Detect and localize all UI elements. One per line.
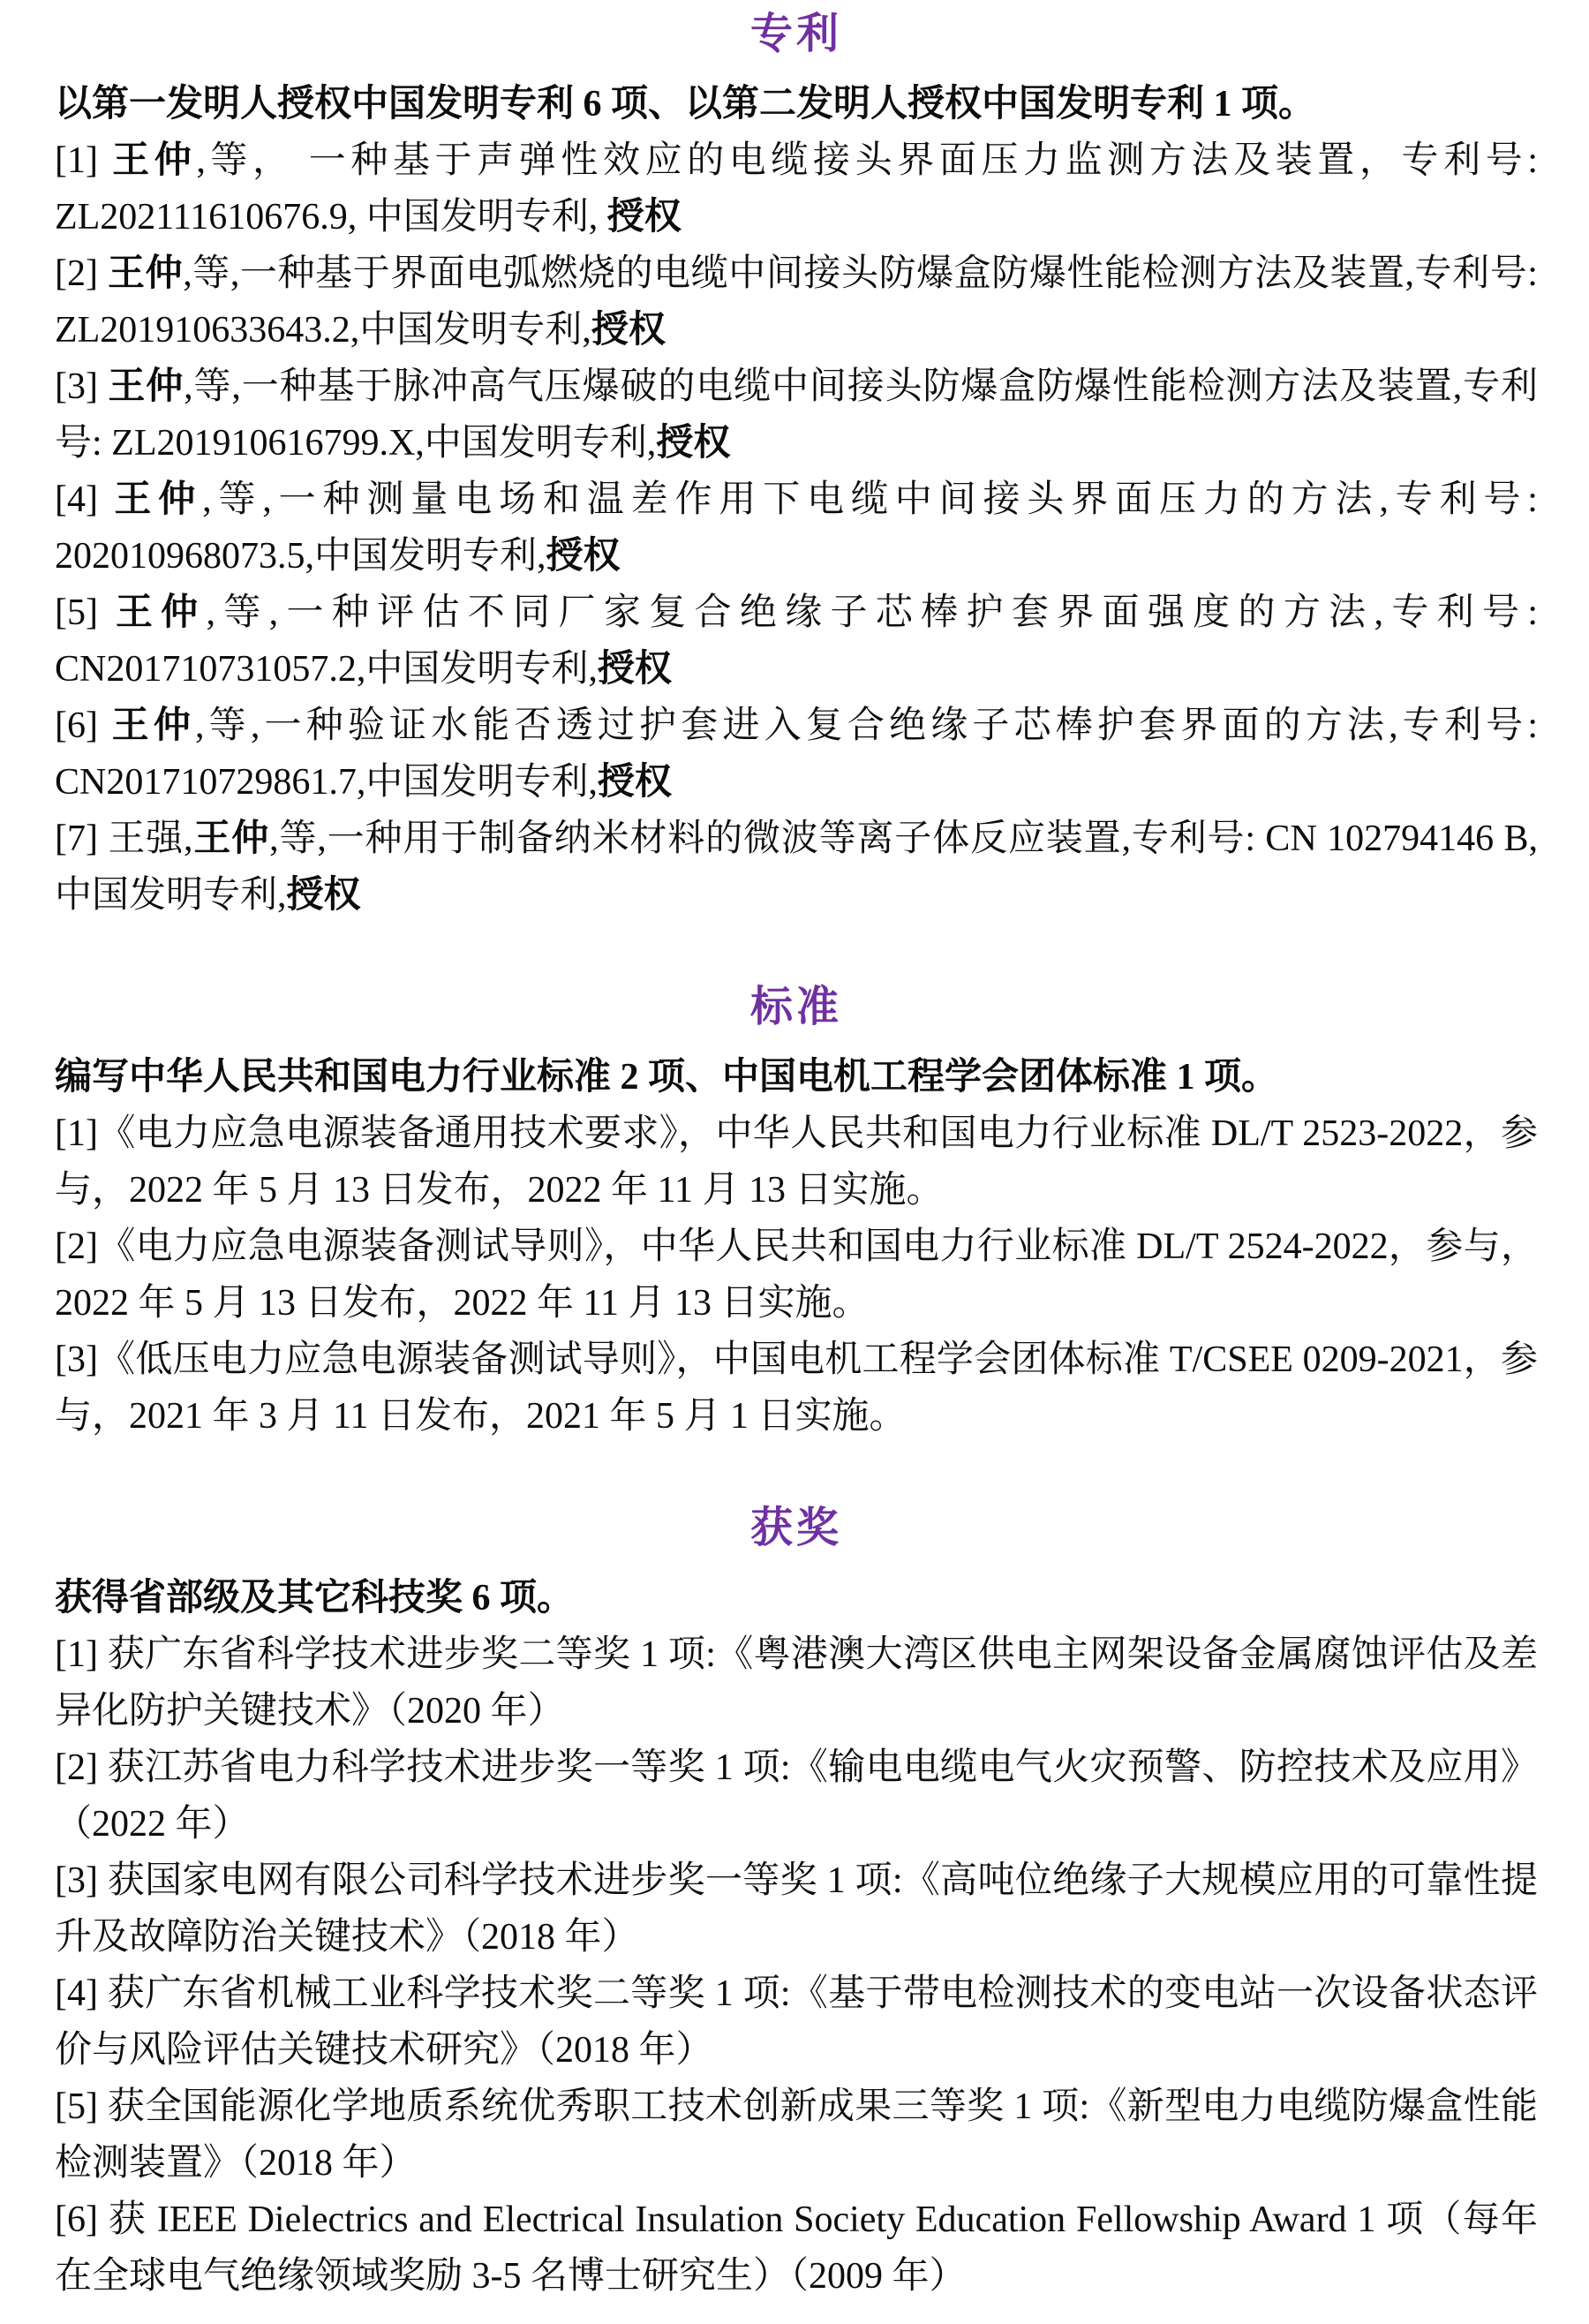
- entry-text-bold: 授权: [591, 310, 666, 351]
- awards-heading: 获奖: [749, 1505, 842, 1551]
- entry-text: ,等,一种基于脉冲高气压爆破的电缆中间接头防爆盒防爆性能检测方法及装置,专利号: ZL201910616799.X,中国发明专利,: [55, 366, 1538, 464]
- entry-text: [1] 获广东省科学技术进步奖二等奖 1 项:《粤港澳大湾区供电主网架设备金属腐蚀评估及差异化防护关键技术》（2020 年）: [55, 1634, 1538, 1732]
- standards-entry-1: [55, 1105, 1538, 1219]
- entry-text-bold: 授权: [546, 536, 621, 577]
- entry-text-bold: 王仲: [115, 592, 207, 633]
- entry-text: ,等,一种验证水能否透过护套进入复合绝缘子芯棒护套界面的方法,专利号: CN201710729861.7,中国发明专利,: [55, 706, 1538, 803]
- entry-text-bold: 王仲: [108, 366, 185, 407]
- entry-text: ,等,一种评估不同厂家复合绝缘子芯棒护套界面强度的方法,专利号: CN201710731057.2,中国发明专利,: [55, 592, 1538, 690]
- patents-entry-list: [55, 132, 1538, 924]
- entry-text-bold: 授权: [606, 197, 682, 238]
- awards-entry-1: [55, 1626, 1538, 1739]
- entry-text: ,等,一种测量电场和温差作用下电缆中间接头界面压力的方法,专利号: 202010968073.5,中国发明专利,: [55, 479, 1538, 577]
- entry-text: [5] 获全国能源化学地质系统优秀职工技术创新成果三等奖 1 项:《新型电力电缆防爆盒性能检测装置》（2018 年）: [55, 2086, 1538, 2184]
- standards-heading: 标准: [749, 984, 842, 1030]
- patents-heading: 专利: [749, 11, 842, 57]
- patents-entry-2: [55, 245, 1538, 358]
- patents-entry-1: [55, 132, 1538, 245]
- awards-intro: 获得省部级及其它科技奖 6 项。: [55, 1578, 575, 1618]
- entry-text: [5]: [55, 592, 116, 633]
- entry-text: [1]《电力应急电源装备通用技术要求》，中华人民共和国电力行业标准 DL/T 2523-2022，参与，2022 年 5 月 13 日发布，2022 年 11 月 13 日实施。: [55, 1113, 1538, 1211]
- entry-text-bold: 王仲: [112, 140, 197, 181]
- entry-text: [3] 获国家电网有限公司科学技术进步奖一等奖 1 项:《高吨位绝缘子大规模应用的可靠性提升及故障防治关键技术》（2018 年）: [55, 1860, 1538, 1958]
- awards-entry-3: [55, 1852, 1538, 1966]
- patents-intro: 以第一发明人授权中国发明专利 6 项、以第二发明人授权中国发明专利 1 项。: [55, 84, 1316, 124]
- entry-text: [4] 获广东省机械工业科学技术奖二等奖 1 项:《基于带电检测技术的变电站一次设备状态评价与风险评估关键技术研究》（2018 年）: [55, 1973, 1538, 2071]
- awards-entry-5: [55, 2079, 1538, 2192]
- awards-entry-2: [55, 1739, 1538, 1852]
- entry-text: [2]: [55, 253, 109, 294]
- section-patents: [55, 5, 1538, 924]
- entry-text: ,等， 一种基于声弹性效应的电缆接头界面压力监测方法及装置，专利号: ZL202111610676.9, 中国发明专利,: [55, 140, 1538, 238]
- standards-entry-2: [55, 1219, 1538, 1332]
- entry-text: [6]: [55, 706, 112, 746]
- standards-intro: 编写中华人民共和国电力行业标准 2 项、中国电机工程学会团体标准 1 项。: [55, 1057, 1279, 1098]
- standards-entry-list: [55, 1105, 1538, 1445]
- entry-text: [6] 获 IEEE Dielectrics and Electrical Insulation Society Education Fellowship Award 1 项（每年在全球电气绝缘领域奖励 3-5 名博士研究生）（2009 年）: [55, 2200, 1538, 2297]
- patents-entry-5: [55, 585, 1538, 698]
- patents-entry-4: [55, 472, 1538, 585]
- entry-text: ,等,一种用于制备纳米材料的微波等离子体反应装置,专利号: CN 102794146 B,中国发明专利,: [55, 819, 1538, 916]
- entry-text-bold: 授权: [597, 649, 672, 690]
- entry-text: [3]: [55, 366, 109, 407]
- entry-text-bold: 王仲: [108, 253, 184, 294]
- entry-text-bold: 王仲: [111, 706, 195, 746]
- section-standards: [55, 978, 1538, 1445]
- entry-text-bold: 授权: [656, 423, 731, 464]
- patents-entry-3: [55, 358, 1538, 472]
- entry-text: [2]《电力应急电源装备测试导则》，中华人民共和国电力行业标准 DL/T 2524-2022，参与，2022 年 5 月 13 日发布，2022 年 11 月 13 日实施。: [55, 1226, 1538, 1324]
- entry-text: [7] 王强,: [55, 819, 193, 859]
- awards-entry-4: [55, 1966, 1538, 2079]
- entry-text: [3]《低压电力应急电源装备测试导则》，中国电机工程学会团体标准 T/CSEE 0209-2021，参与，2021 年 3 月 11 日发布，2021 年 5 月 1 日实施。: [55, 1339, 1538, 1437]
- awards-entry-6: [55, 2192, 1538, 2305]
- standards-entry-3: [55, 1332, 1538, 1445]
- entry-text: [2] 获江苏省电力科学技术进步奖一等奖 1 项:《输电电缆电气火灾预警、防控技术及应用》（2022 年）: [55, 1747, 1538, 1845]
- entry-text: [4]: [55, 479, 115, 520]
- entry-text-bold: 授权: [597, 762, 672, 803]
- awards-entry-list: [55, 1626, 1538, 2305]
- patents-entry-6: [55, 698, 1538, 811]
- entry-text-bold: 授权: [286, 875, 361, 916]
- entry-text: [1]: [55, 140, 113, 181]
- entry-text-bold: 王仲: [114, 479, 203, 520]
- section-awards: [55, 1499, 1538, 2305]
- patents-entry-7: [55, 811, 1538, 924]
- entry-text-bold: 王仲: [192, 819, 270, 859]
- entry-text: ,等,一种基于界面电弧燃烧的电缆中间接头防爆盒防爆性能检测方法及装置,专利号: ZL201910633643.2,中国发明专利,: [55, 253, 1538, 351]
